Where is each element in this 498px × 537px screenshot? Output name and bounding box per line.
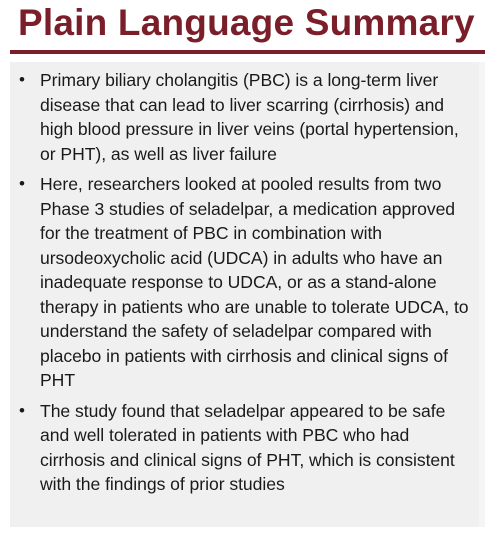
list-item [18, 68, 471, 166]
page-title: Plain Language Summary [18, 2, 475, 43]
bullet-icon: • [19, 400, 25, 420]
bullet-text: Primary biliary cholangitis (PBC) is a long-term liver disease that can lead to liver scarring (cirrhosis) and high blood pressure in liver veins (portal hypertension, or PHT), as well as liver failure [40, 70, 459, 164]
summary-panel [10, 62, 485, 527]
bullet-icon: • [19, 70, 25, 89]
list-item [18, 172, 471, 393]
bullet-text: Here, researchers looked at pooled results from two Phase 3 studies of seladelpar, a medication approved for the treatment of PBC in combination with ursodeoxycholic acid (UDCA) in adults who have an inadequate response to UDCA, or as a stand-alone therapy in patients who are unable to tolerate UDCA, to understand the safety of seladelpar compared with placebo in patients with cirrhosis and clinical signs of PHT [40, 174, 469, 390]
bullet-text: The study found that seladelpar appeared to be safe and well tolerated in patients with PBC who had cirrhosis and clinical signs of PHT, which is consistent with the findings of prior studies [40, 400, 455, 494]
summary-bullet-list [18, 68, 471, 497]
plain-language-summary-section [10, 0, 485, 527]
bullet-icon: • [19, 174, 25, 193]
title-underline-divider [10, 50, 485, 54]
list-item [18, 399, 471, 497]
